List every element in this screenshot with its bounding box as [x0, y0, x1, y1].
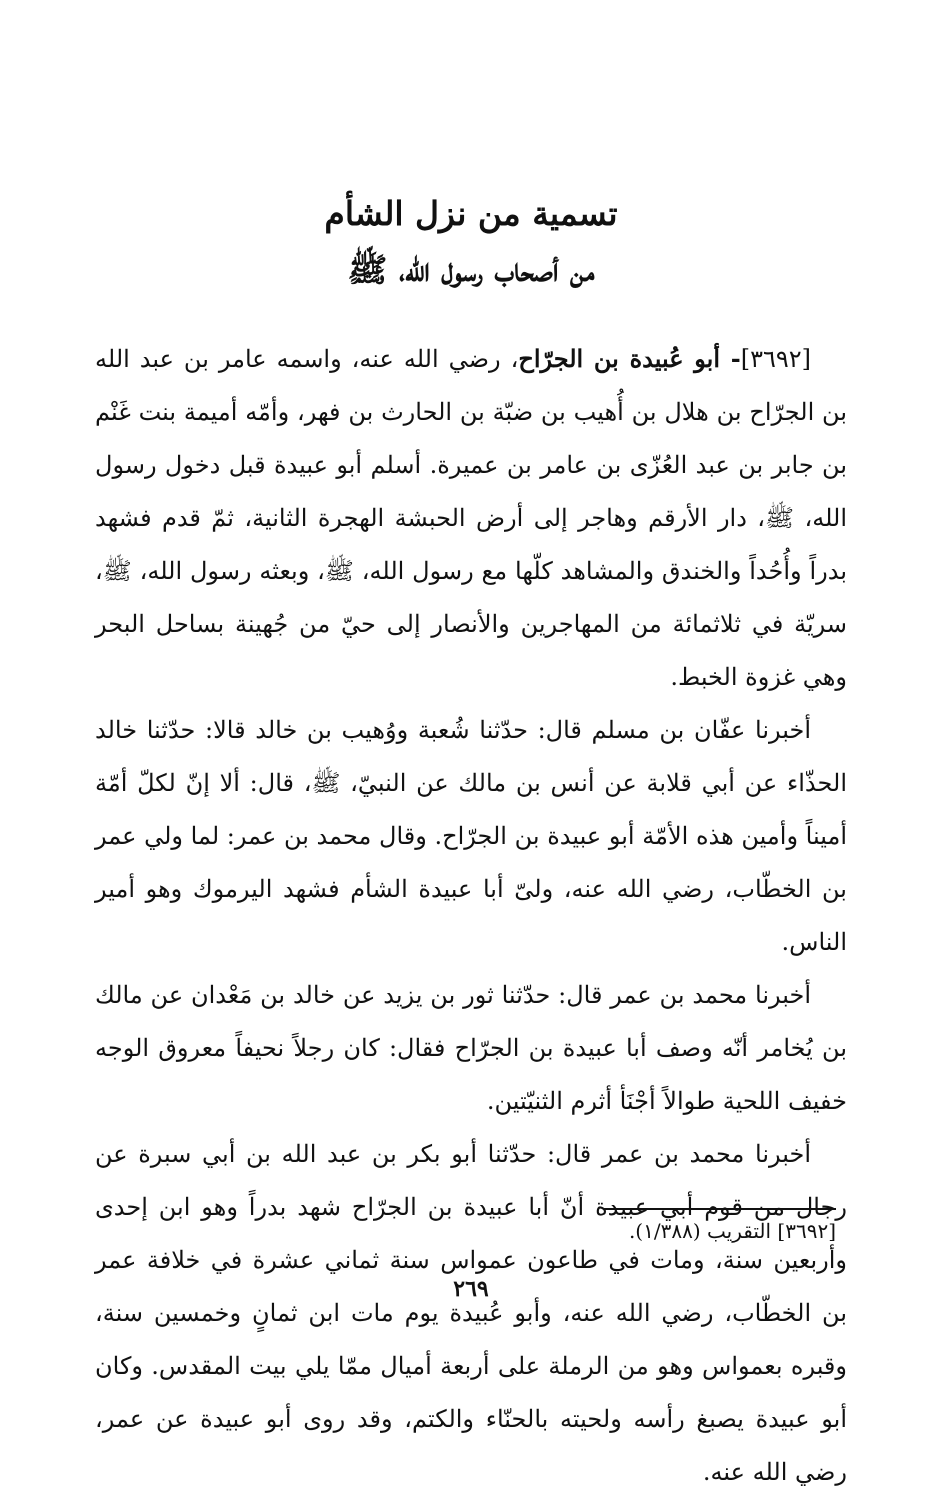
- chapter-title: [0, 186, 942, 298]
- entry-text: ، رضي الله عنه، واسمه عامر بن عبد الله بن الجرّاح بن هلال بن أُهيب بن ضبّة بن الحارث بن فهر، وأمّه أميمة بنت غَنْم بن جابر بن عبد العُزّى بن عامر بن عميرة. أسلم أبو عبيدة قبل دخول رسول الله، ﷺ، دار الأرقم وهاجر إلى أرض الحبشة الهجرة الثانية، ثمّ قدم فشهد بدراً وأُحُداً والخندق والمشاهد كلّها مع رسول الله، ﷺ، وبعثه رسول الله، ﷺ، سريّة في ثلاثمائة من المهاجرين والأنصار إلى حيّ من جُهينة بساحل البحر وهي غزوة الخبط.: [95, 345, 848, 691]
- entry-paragraph: [95, 332, 847, 704]
- paragraph-2: أخبرنا محمد بن عمر قال: حدّثنا ثور بن يزيد عن خالد بن مَعْدان عن مالك بن يُخامر أنّه وصف أبا عبيدة بن الجرّاح فقال: كان رجلاً نحيفاً معروق الوجه خفيف اللحية طوالاً أجْنَأ أثرم الثنيّتين.: [95, 981, 847, 1115]
- body-text: [95, 332, 847, 1499]
- chapter-title-line-1: تسمية من نزل الشأم: [324, 194, 618, 233]
- footnote-divider: [604, 1208, 836, 1210]
- entry-name: - أبو عُبيدة بن الجرّاح: [518, 344, 741, 373]
- paragraph-3: أخبرنا محمد بن عمر قال: حدّثنا أبو بكر بن عبد الله بن أبي سبرة عن رجال من قوم أبي عبيدة أنّ أبا عبيدة بن الجرّاح شهد بدراً وهو ابن إحدى وأربعين سنة، ومات في طاعون عمواس سنة ثماني عشرة في خلافة عمر بن الخطّاب، رضي الله عنه، وأبو عُبيدة يوم مات ابن ثمانٍ وخمسين سنة، وقبره بعمواس وهو من الرملة على أربعة أميال ممّا يلي بيت المقدس. وكان أبو عبيدة يصبغ رأسه ولحيته بالحنّاء والكتم، وقد روى أبو عبيدة عن عمر، رضي الله عنه.: [95, 1140, 847, 1486]
- footnote: [٣٦٩٢] التقريب (١/٣٨٨).: [628, 1219, 836, 1243]
- paragraph-1: أخبرنا عفّان بن مسلم قال: حدّثنا شُعبة ووُهيب بن خالد قالا: حدّثنا خالد الحذّاء عن أبي قلابة عن أنس بن مالك عن النبيّ، ﷺ، قال: ألا إنّ لكلّ أمّة أميناً وأمين هذه الأمّة أبو عبيدة بن الجرّاح. وقال محمد بن عمر: لما ولي عمر بن الخطّاب، رضي الله عنه، ولىّ أبا عبيدة الشأم فشهد اليرموك وهو أمير الناس.: [95, 716, 847, 956]
- chapter-title-line-2: من أصحاب رسول الله، ﷺ: [347, 250, 595, 289]
- entry-number: [٣٦٩٢]: [740, 345, 811, 373]
- page-number: ٢٦٩: [453, 1276, 489, 1302]
